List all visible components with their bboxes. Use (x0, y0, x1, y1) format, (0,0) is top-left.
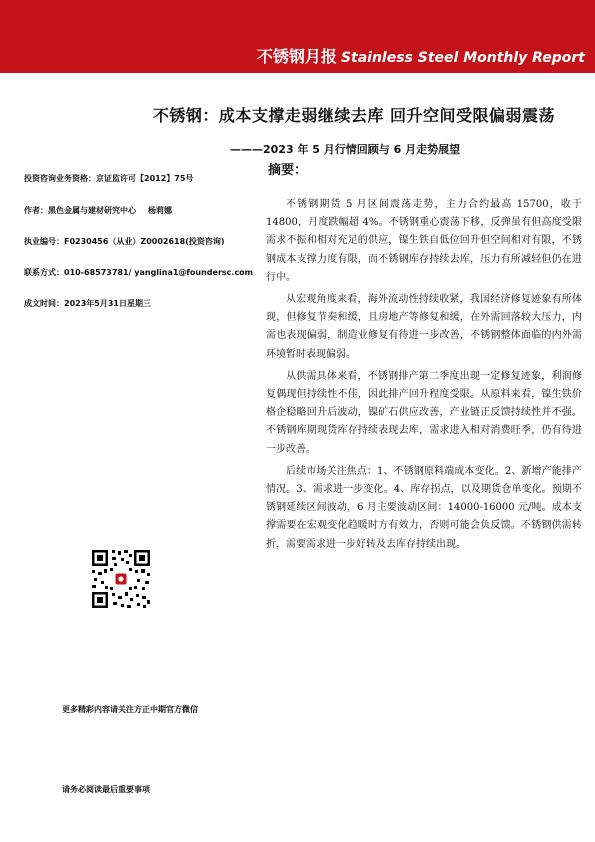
qr-code-icon (90, 548, 152, 610)
author-name: 杨莉娜 (148, 206, 172, 215)
report-title: 不锈钢：成本支撑走弱继续去库 回升空间受限偏弱震荡 (152, 106, 555, 125)
summary-paragraph: 不锈钢期货 5 月区间震荡走势，主力合约最高 15700，收于 14800，月度跌幅超 4%。不锈钢重心震荡下移，反弹虽有但高度受限需求不振和相对充足的供应，镍生铁自低位回升但空间相对有限，不锈钢成本支撑力度有限，而不锈钢库存持续去库，压力有所减轻但仍在进行中。 (266, 199, 582, 283)
summary-paragraph: 从供需具体来看，不锈钢排产第二季度出现一定修复迹象，利润修复偶现但持续性不佳，因此排产回升程度受限。从原料来看，镍生铁价格企稳略回升后波动，镍矿石供应改善，产业链正反馈持续性并不强。不锈钢库期现货库存持续表现去库，需求进入相对消费旺季，仍有待进一步改善。 (266, 370, 582, 455)
author-label: 作者：黑色金属与建材研究中心 (24, 206, 136, 215)
qualification-info: 投资咨询业务资格：京证监许可【2012】75号 (24, 174, 194, 183)
summary-body (266, 196, 582, 558)
summary-paragraph: 后续市场关注焦点：1、不锈钢原料端成本变化。2、新增产能排产情况。3、需求进一步变化。4、库存拐点，以及期货仓单变化。预期不锈钢延续区间波动，6 月主要波动区间：14000-16000 元/吨。成本支撑需要在宏观变化趋暖时方有效力，否则可能会负反馈。不锈钢供需转折，需要需求进一步好转及去库存持续出现。 (266, 465, 582, 550)
summary-heading: 摘要： (268, 163, 308, 178)
disclaimer-link[interactable]: 请务必阅读最后重要事项 (62, 785, 150, 794)
summary-paragraph: 从宏观角度来看，海外流动性持续收紧，我国经济修复迹象有所体现，但修复节奏和缓，且房地产等修复和缓，在外需回落较大压力，内需也表现偏弱，制造业修复有待进一步改善，不锈钢整体面临的内外需环境暂时表现偏弱。 (266, 294, 582, 360)
contact-info: 联系方式：010-68573781/ yanglina1@foundersc.com (24, 268, 254, 277)
report-subtitle: ———2023 年 5 月行情回顾与 6 月走势展望 (230, 143, 461, 156)
header-banner (0, 0, 595, 73)
date-info: 成文时间：2023年5月31日星期三 (24, 299, 151, 308)
series-title-cn: 不锈钢月报 (256, 47, 337, 66)
license-info: 执业编号：F0230456（从业）Z0002618(投资咨询) (24, 237, 225, 246)
report-series-title (257, 44, 585, 67)
series-title-en: Stainless Steel Monthly Report (340, 50, 585, 66)
author-info (24, 205, 172, 216)
wechat-note: 更多精彩内容请关注方正中期官方微信 (62, 705, 198, 714)
